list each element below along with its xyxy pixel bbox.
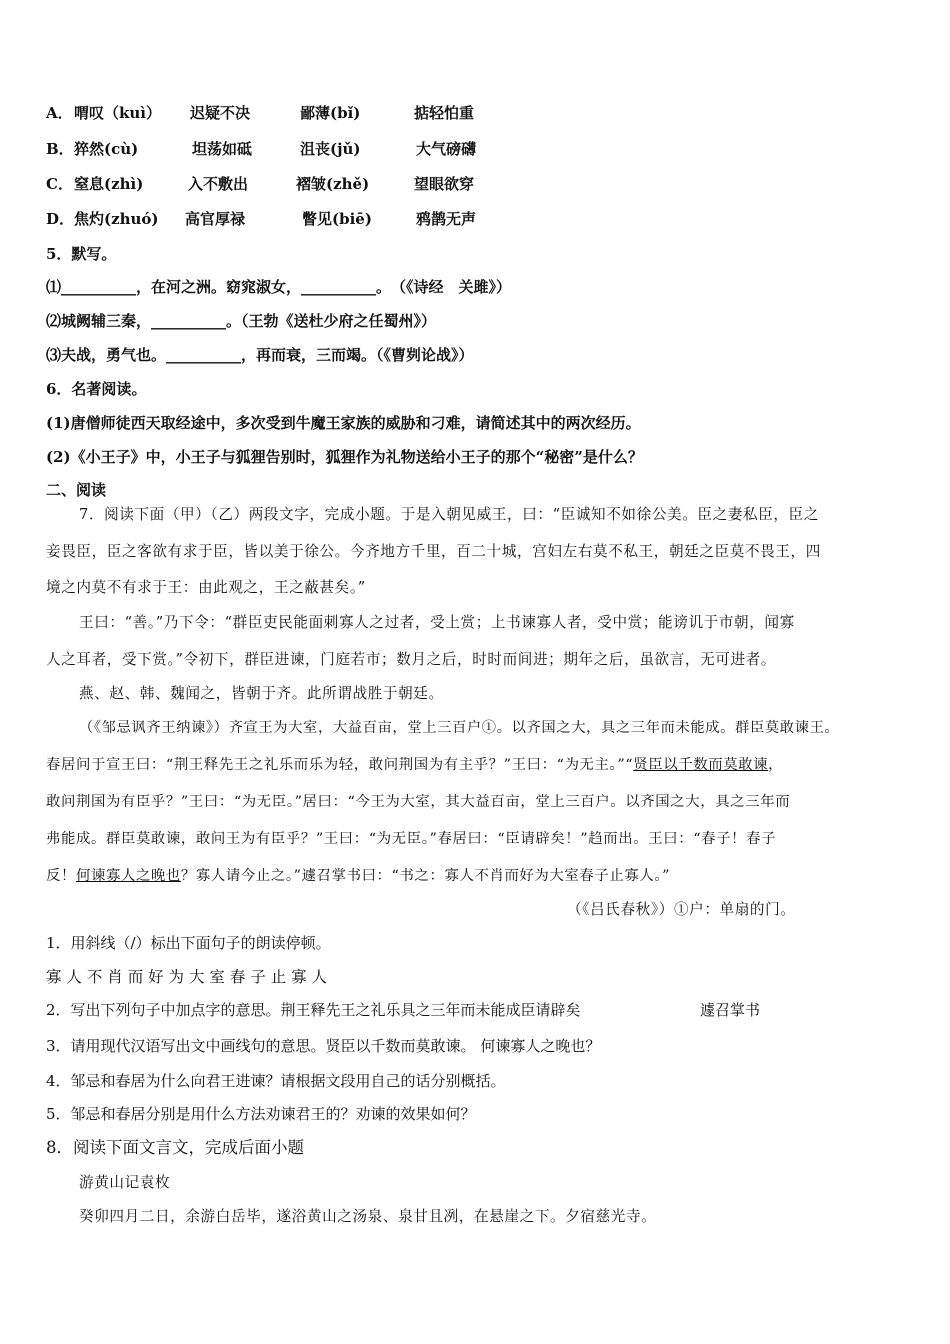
option-word: 窒息(zhì) xyxy=(74,175,144,193)
option-word: 鄙薄(bǐ) xyxy=(300,104,361,122)
q7-passage-line: 7．阅读下面（甲）（乙）两段文字，完成小题。于是入朝见威王，曰：“臣诚知不如徐公美。臣之妻私臣，臣之 xyxy=(79,506,819,523)
option-word: 高官厚禄 xyxy=(185,210,246,228)
q7-passage-line: 人之耳者，受下赏。”令初下，群臣进谏，门庭若市；数月之后，时时而间进；期年之后，虽欲言，无可进者。 xyxy=(46,651,777,668)
q6-line-1: (1)唐僧师徒西天取经途中，多次受到牛魔王家族的威胁和刁难，请简述其中的两次经历。 xyxy=(46,414,641,432)
underlined-sentence-1: 贤臣以千数而莫敢谏 xyxy=(633,757,769,773)
option-word: 喟叹（kuì） xyxy=(74,104,161,122)
q7-passage-line xyxy=(46,755,783,775)
section-heading: 二、阅读 xyxy=(46,481,107,499)
q7-subquestion-3: 3．请用现代汉语写出文中画线句的意思。贤臣以千数而莫敢谏。 何谏寡人之晚也？ xyxy=(46,1037,601,1055)
q8-title: 8．阅读下面文言文，完成后面小题 xyxy=(46,1138,304,1157)
q7-passage-line: 弗能成。群臣莫敢谏，敢问王为有臣乎？”王曰：“为无臣。”春居曰：“臣请辟矣！”趋而出。王曰：“春子！春子 xyxy=(46,831,777,847)
option-word: 望眼欲穿 xyxy=(414,175,475,193)
q5-line-2: ⑵城阙辅三秦，__________。（王勃《送杜少府之任蜀州》） xyxy=(46,312,437,330)
q5-line-3: ⑶夫战，勇气也。__________，再而衰，三而竭。（《曹刿论战》） xyxy=(46,346,474,364)
q8-passage-line: 癸卯四月二日，余游白岳毕，遂浴黄山之汤泉、泉甘且冽，在悬崖之下。夕宿慈光寺。 xyxy=(79,1208,657,1225)
option-word: 猝然(cù) xyxy=(74,140,139,158)
q7-passage-line: 王曰：“善。”乃下令：“群臣吏民能面刺寡人之过者，受上赏；上书谏寡人者，受中赏；能谤讥于市朝，闻寡 xyxy=(79,614,795,631)
article-title: 游黄山记袁枚 xyxy=(79,1174,171,1191)
passage-text: 春居问于宣王曰：“荆王释先王之礼乐而乐为轻，敢问荆国为有主乎？”王曰：“为无主。”“ xyxy=(46,757,634,773)
option-word: 坦荡如砥 xyxy=(192,140,253,158)
q7-subquestion-2: 2．写出下列句子中加点字的意思。荆王释先王之礼乐具之三年而未能成臣请辟矣 xyxy=(46,1001,581,1019)
q7-passage-line xyxy=(46,866,670,886)
passage-text: ？寡人请今止之。”遽召掌书曰：“书之：寡人不肖而好为大室春子止寡人。” xyxy=(180,868,671,884)
option-word: 大气磅礴 xyxy=(416,140,477,158)
q7-subquestion-4: 4．邹忌和春居为什么向君王进谏？请根据文段用自己的话分别概括。 xyxy=(46,1072,506,1090)
option-word: 迟疑不决 xyxy=(190,104,251,122)
option-word: 焦灼(zhuó) xyxy=(74,210,159,228)
option-word: 鸦鹊无声 xyxy=(416,210,477,228)
option-letter: D． xyxy=(46,210,75,228)
pause-sentence: 寡 人 不 肖 而 好 为 大 室 春 子 止 寡 人 xyxy=(46,968,328,986)
q7-subquestion-2-tail: 遽召掌书 xyxy=(700,1001,761,1019)
q6-line-2: (2)《小王子》中，小王子与狐狸告别时，狐狸作为礼物送给小王子的那个“秘密”是什么？ xyxy=(46,448,643,466)
q7-passage-line: 燕、赵、韩、魏闻之，皆朝于齐。此所谓战胜于朝廷。 xyxy=(79,685,444,702)
q7-subquestion-5: 5．邹忌和春居分别是用什么方法劝谏君王的？劝谏的效果如何？ xyxy=(46,1105,476,1123)
option-letter: B． xyxy=(46,140,74,158)
q7-passage-line: 敢问荆国为有臣乎？”王曰：“为无臣。”居曰：“今王为大室，其大益百亩，堂上三百户。以齐国之大，具之三年而 xyxy=(46,794,791,810)
q6-title: 6．名著阅读。 xyxy=(46,380,147,398)
passage-text: ， xyxy=(768,757,784,773)
option-letter: A． xyxy=(46,104,73,122)
option-word: 入不敷出 xyxy=(188,175,249,193)
option-word: 掂轻怕重 xyxy=(414,104,475,122)
q5-line-1: ⑴__________，在河之洲。窈窕淑女，__________。 （《诗经 关雎》） xyxy=(46,278,512,296)
option-word: 褶皱(zhě) xyxy=(296,175,370,193)
option-letter: C． xyxy=(46,175,73,193)
q7-passage-line: （《邹忌讽齐王纳谏》）齐宣王为大室，大益百亩，堂上三百户①。以齐国之大，具之三年而未能成。群臣莫敢谏王。 xyxy=(79,720,840,736)
q7-passage-line: 境之内莫不有求于王：由此观之，王之蔽甚矣。” xyxy=(46,579,366,596)
q7-passage-line: 妾畏臣，臣之客欲有求于臣，皆以美于徐公。今齐地方千里，百二十城，宫妇左右莫不私王，朝廷之臣莫不畏王，四 xyxy=(46,543,821,560)
option-word: 沮丧(jǔ) xyxy=(300,140,361,158)
passage-source-note: （《吕氏春秋》）①户：单扇的门。 xyxy=(567,901,796,918)
underlined-sentence-2: 何谏寡人之晚也 xyxy=(75,868,181,884)
q5-title: 5．默写。 xyxy=(46,245,117,263)
q7-subquestion-1: 1．用斜线（/）标出下面句子的朗读停顿。 xyxy=(46,934,331,952)
passage-text: 反！ xyxy=(46,868,76,884)
option-word: 瞥见(biē) xyxy=(302,210,372,228)
